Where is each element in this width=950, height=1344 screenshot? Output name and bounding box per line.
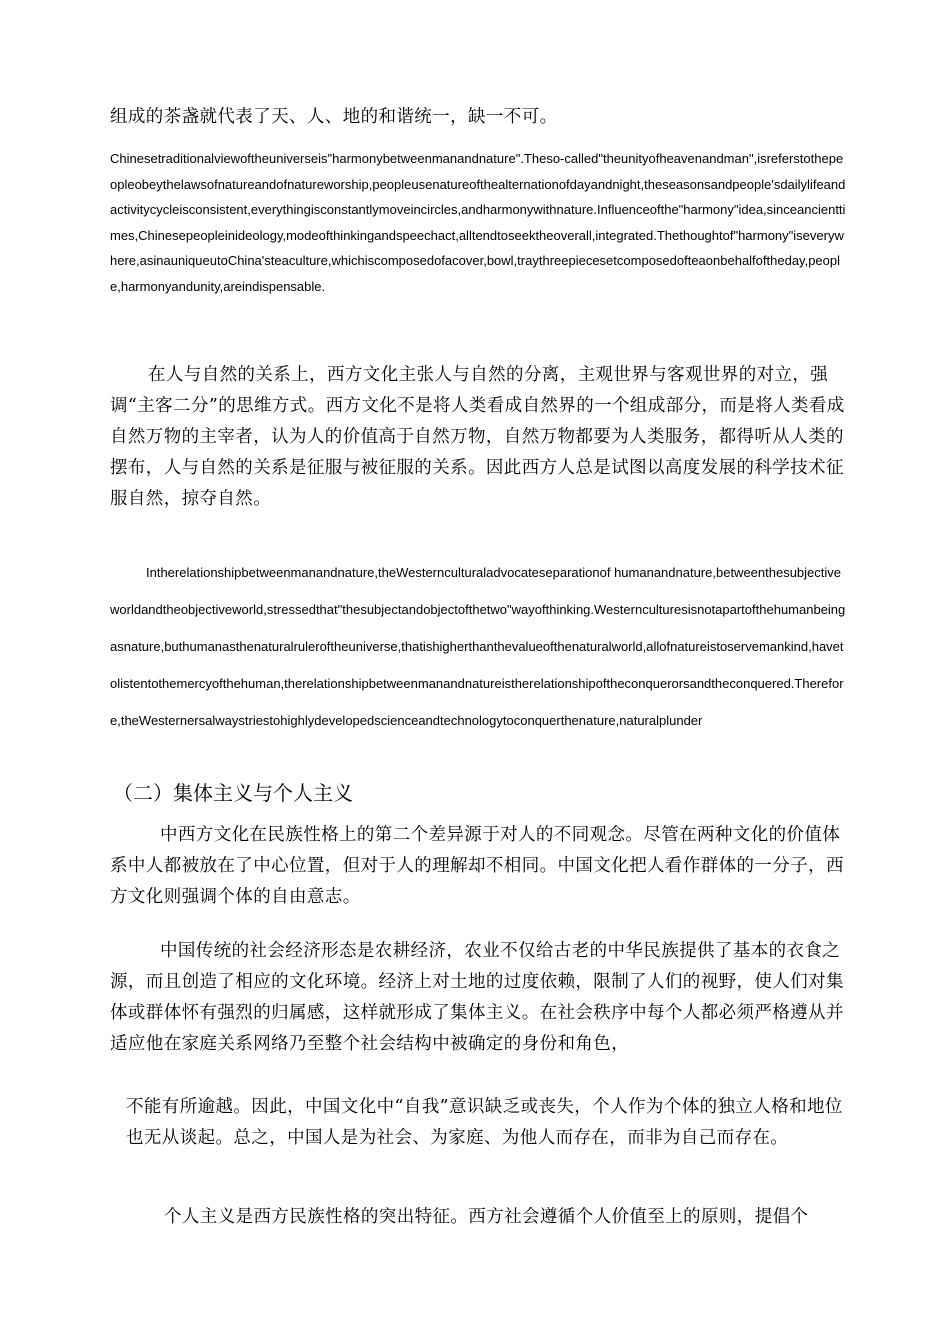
paragraph-tea-harmony-cn: 组成的茶盏就代表了天、人、地的和谐统一，缺一不可。 [110,107,558,127]
section-heading-collectivism: （二）集体主义与个人主义 [113,781,353,805]
paragraph-man-nature-cn: 在人与自然的关系上，西方文化主张人与自然的分离，主观世界与客观世界的对立，强调“主客二分”的思维方式。西方文化不是将人类看成自然界的一个组成部分，而是将人类看成自然万物的主宰者，认为人的价值高于自然万物，自然万物都要为人类服务，都得听从人类的摆布，人与自然的关系是征服与被征服的关系。因此西方人总是试图以高度发展的科学技术征服自然，掠夺自然。 [110,365,845,509]
paragraph-individualism-cn: 个人主义是西方民族性格的突出特征。西方社会遵循个人价值至上的原则，提倡个 [164,1207,809,1227]
paragraph-man-nature-en: Intherelationshipbetweenmanandnature,theWesternculturaladvocateseparationof humanandnature,betweenthesubjectiveworldandtheobjectiveworld,stressedthat"thesubjectandobjectofthetwo"wayofthinking.Westernculturesisnotapartofthehumanbeingasnature,buthumanasthenaturalruleroftheuniverse,thatishigherthanthevalueofthenaturalworld,allofnatureistoservemankind,havetolistentothemercyofthehuman,therelationshipbetweenmanandnatureistherelationshipoftheconquerorsandtheconquered.Therefore,theWesternersalwaystriestohighlydevelopedscienceandtechnologytoconquerthenature,naturalplunder [110,565,846,728]
paragraph-farming-economy-cn: 中国传统的社会经济形态是农耕经济，农业不仅给古老的中华民族提供了基本的衣食之源，而且创造了相应的文化环境。经济上对土地的过度依赖，限制了人们的视野，使人们对集体或群体怀有强烈的归属感，这样就形成了集体主义。在社会秩序中每个人都必须严格遵从并适应他在家庭关系网络乃至整个社会结构中被确定的身份和角色， [110,941,844,1054]
paragraph-harmony-en: Chinesetraditionalviewoftheuniverseis"harmonybetweenmanandnature".Theso-called"theunityofheavenandman",isreferstothepeopleobeythelawsofnatureandofnatureworship,peopleusenatureofthealternationofdayandnight,theseasonsandpeople'sdailylifeandactivitycycleisconsistent,everythingisconstantlymoveincircles,andharmonywithnature.Influenceofthe"harmony"idea,sinceancienttimes,Chinesepeopleinideology,modeofthinkingandspeechact,alltendtoseektheoverall,integrated.Thethoughtof"harmony"iseverywhere,asinauniqueutoChina'steaculture,whichiscomposedofacover,bowl,traythreepiecesetcomposedofteaonbehalfoftheday,people,harmonyandunity,areindispensable. [110,151,846,294]
paragraph-concepts-of-people-cn: 中西方文化在民族性格上的第二个差异源于对人的不同观念。尽管在两种文化的价值体系中人都被放在了中心位置，但对于人的理解却不相同。中国文化把人看作群体的一分子，西方文化则强调个体的自由意志。 [110,825,844,907]
paragraph-self-awareness-cn: 不能有所逾越。因此，中国文化中“自我”意识缺乏或丧失，个人作为个体的独立人格和地位也无从谈起。总之，中国人是为社会、为家庭、为他人而存在，而非为自己而存在。 [126,1097,843,1148]
